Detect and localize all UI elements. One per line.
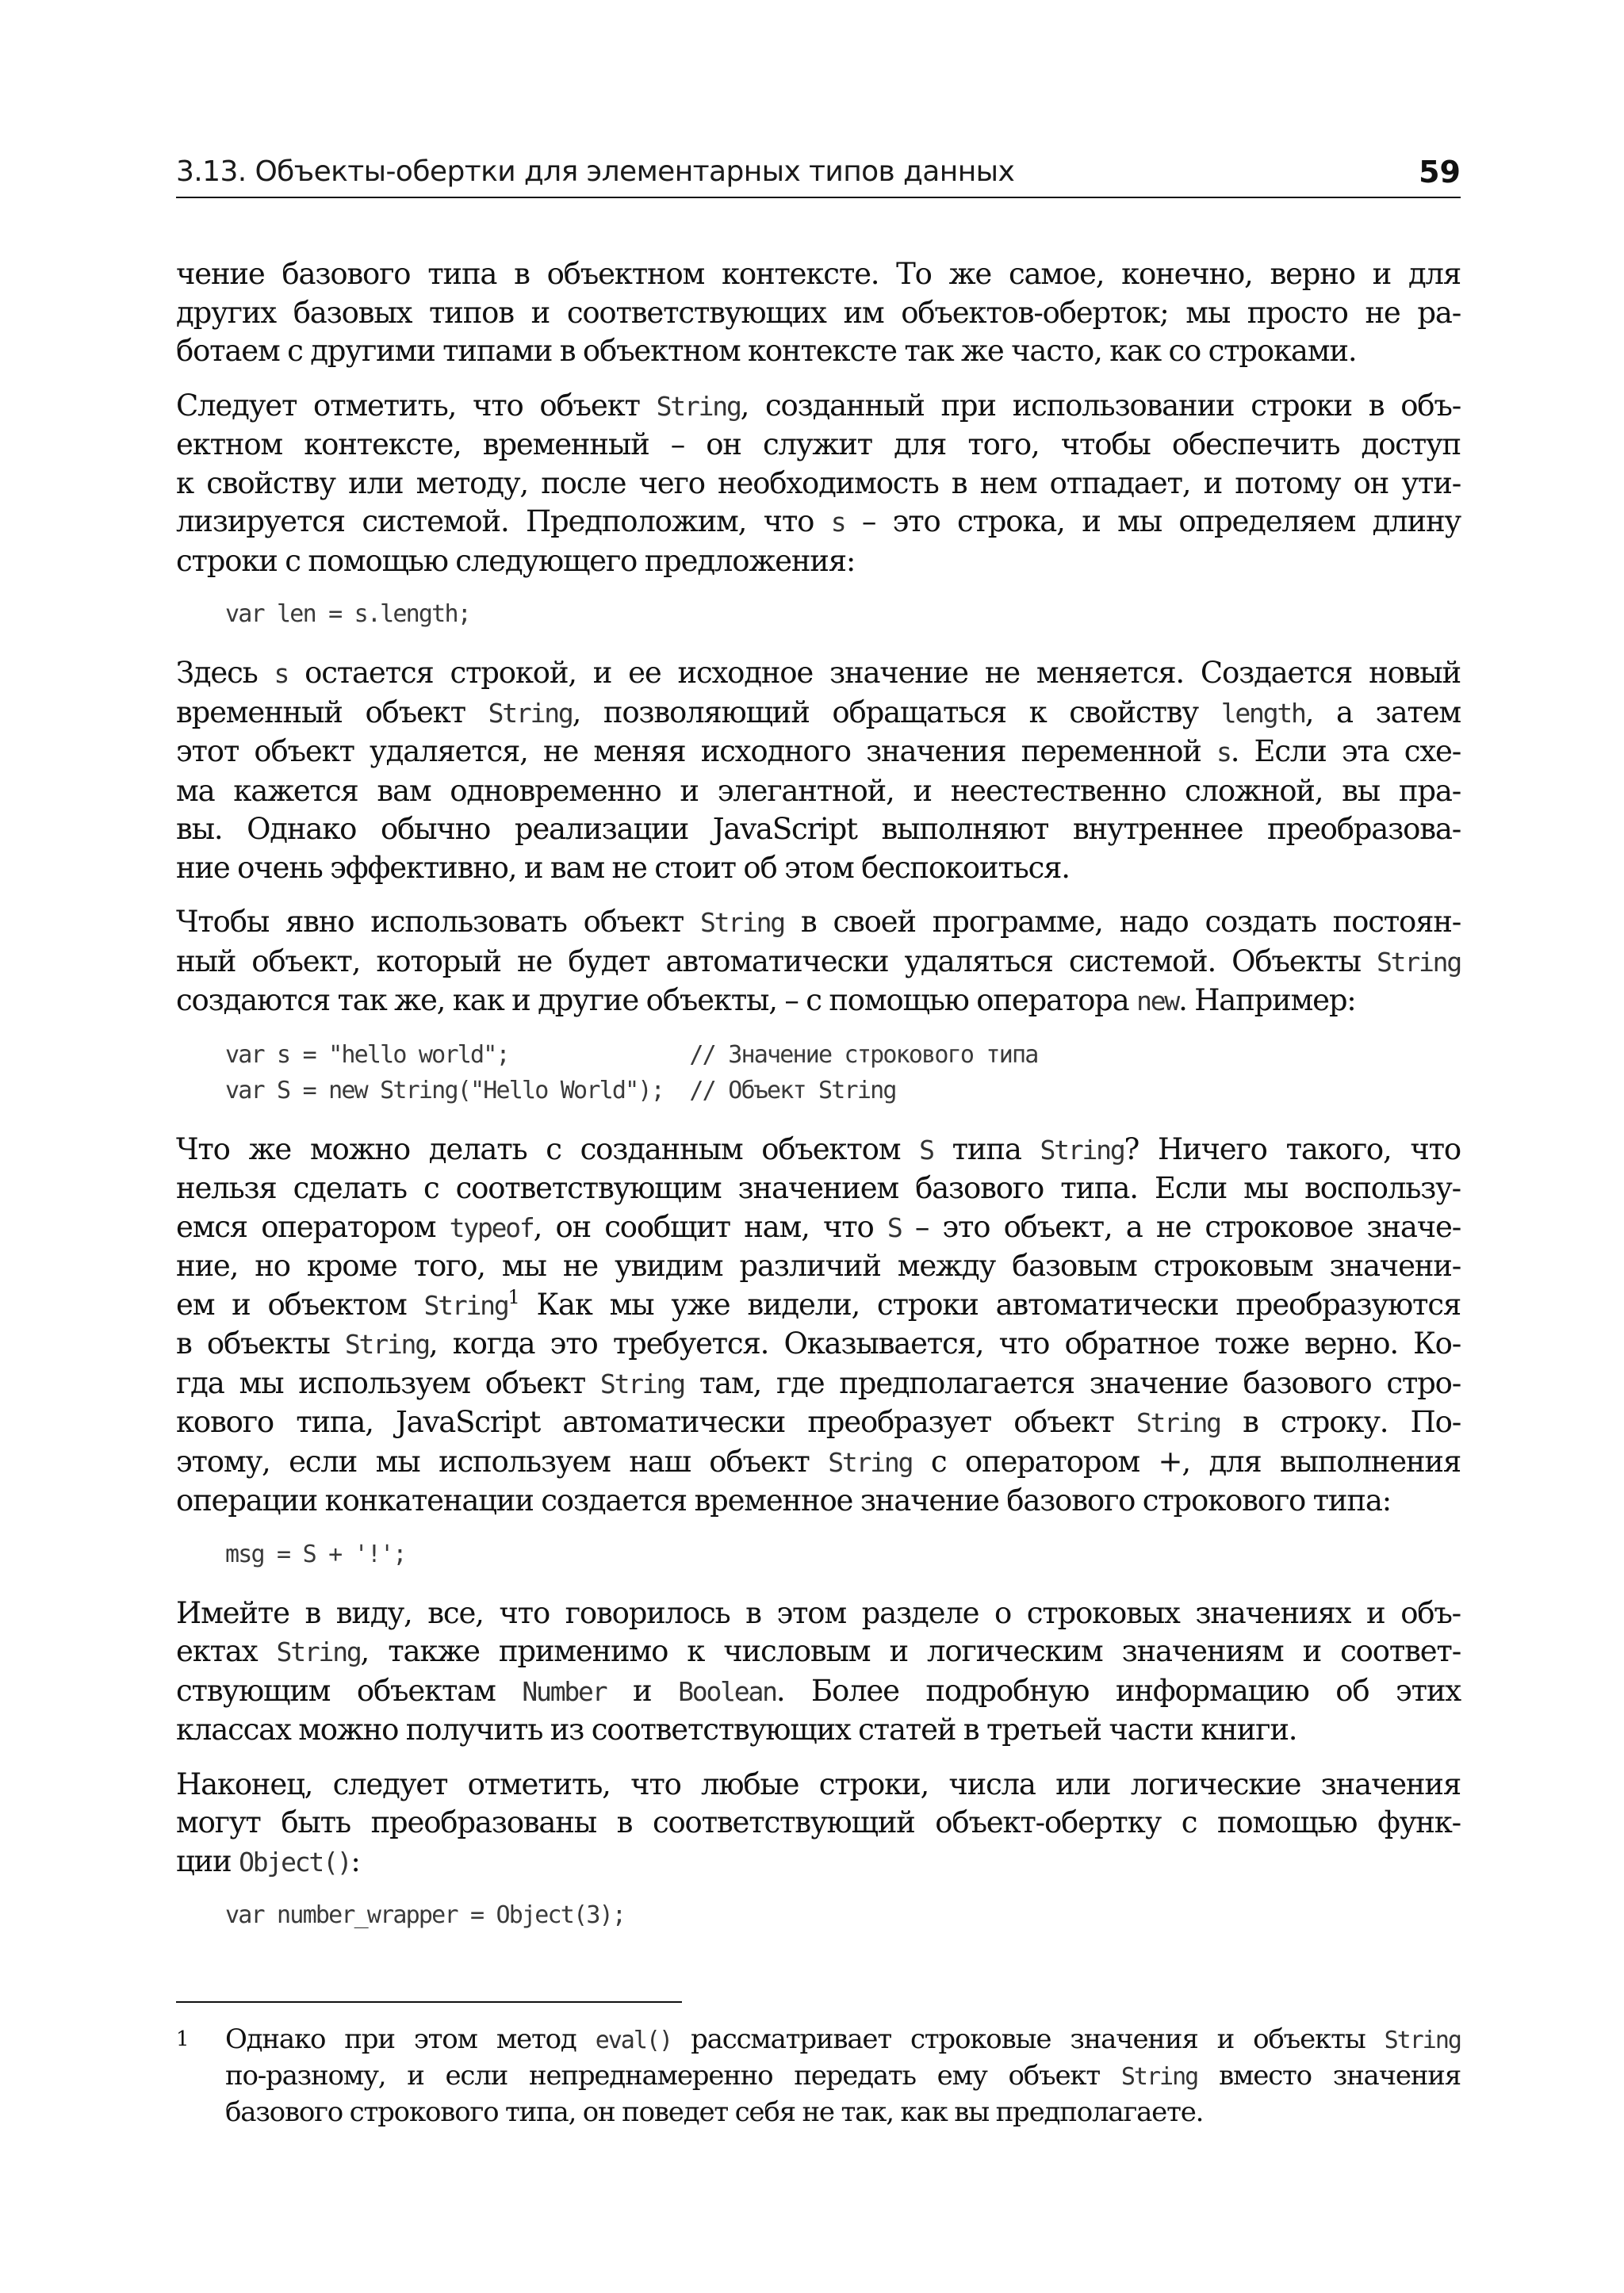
inline-code: eval() — [595, 2027, 672, 2054]
text-line: Здесь s остается строкой, и ее исходное значение не меняется. Создается новый — [176, 656, 1461, 690]
inline-code: s — [830, 507, 845, 538]
text-line: в объекты String, когда это требуется. Оказывается, что обратное тоже верно. Ко- — [176, 1326, 1461, 1361]
running-title: 3.13. Объекты-обертки для элементарных типов данных — [176, 155, 1015, 188]
code-listing-4 — [225, 1897, 1461, 1933]
text-line: этот объект удаляется, не меняя исходного значения переменной s. Если эта схе- — [176, 734, 1461, 768]
paragraph-2 — [176, 387, 1461, 581]
text-line: базового строкового типа, он поведет себя не так, как вы предполагаете. — [225, 2096, 1204, 2128]
text-line: ции Object(): — [176, 1843, 360, 1878]
inline-code: S — [919, 1134, 933, 1166]
inline-code: String — [828, 1446, 913, 1478]
inline-code: String — [599, 1368, 684, 1399]
footnote-divider — [176, 2001, 682, 2003]
inline-code: String — [699, 907, 784, 938]
text-line: могут быть преобразованы в соответствующий объект-обертку с помощью функ- — [176, 1805, 1461, 1839]
inline-code: String — [344, 1329, 429, 1360]
paragraph-3 — [176, 654, 1461, 887]
inline-code: String — [276, 1636, 361, 1667]
inline-code: String — [1120, 2063, 1198, 2091]
text-line: емся оператором typeof, он сообщит нам, что S – это объект, а не строковое значе- — [176, 1209, 1461, 1244]
text-line: лизируется системой. Предположим, что s – это строка, и мы определяем длину — [176, 504, 1461, 538]
footnote-number: 1 — [176, 2027, 190, 2051]
text-line: ние очень эффективно, и вам не стоит об этом беспокоиться. — [176, 850, 1070, 885]
code-line: var s = "hello world"; // Значение строкового типа — [225, 1040, 1038, 1069]
text-line: ный объект, который не будет автоматически удаляться системой. Объекты String — [176, 944, 1461, 978]
text-line: ботаем с другими типами в объектном контексте так же часто, как со строками. — [176, 334, 1357, 368]
text-line: ектном контексте, временный – он служит для того, чтобы обеспечить доступ — [176, 427, 1461, 461]
text-line: строки с помощью следующего предложения: — [176, 543, 856, 578]
text-line: Чтобы явно использовать объект String в своей программе, надо создать постоян- — [176, 905, 1461, 939]
paragraph-6 — [176, 1594, 1461, 1750]
inline-code: new — [1136, 986, 1179, 1016]
inline-code: String — [1136, 1407, 1220, 1438]
text-line: кового типа, JavaScript автоматически преобразует объект String в строку. По- — [176, 1405, 1461, 1439]
text-line: временный объект String, позволяющий обращаться к свойству length, а затем — [176, 695, 1461, 729]
inline-code: Boolean — [678, 1675, 776, 1707]
main-text — [176, 255, 1461, 1955]
text-line: операции конкатенации создается временное значение базового строкового типа: — [176, 1483, 1391, 1518]
inline-code: String — [1040, 1134, 1124, 1166]
text-line: гда мы используем объект String там, где предполагается значение базового стро- — [176, 1365, 1461, 1400]
text-line: нельзя сделать с соответствующим значением базового типа. Если мы воспользу- — [176, 1171, 1461, 1205]
running-header — [176, 147, 1461, 198]
code-line: var number_wrapper = Object(3); — [225, 1901, 626, 1929]
paragraph-5 — [176, 1131, 1461, 1521]
inline-code: s — [274, 658, 289, 689]
code-listing-2 — [225, 1037, 1461, 1108]
text-line: чение базового типа в объектном контексте. То же самое, конечно, верно и для — [176, 257, 1461, 291]
inline-code: Number — [522, 1675, 607, 1707]
text-line: к свойству или методу, после чего необходимость в нем отпадает, и потому он ути- — [176, 465, 1461, 500]
text-line: ствующим объектам Number и Boolean. Более подробную информацию об этих — [176, 1673, 1461, 1708]
inline-code: length — [1220, 697, 1305, 729]
text-line: Однако при этом метод eval() рассматривает строковые значения и объекты String — [225, 2023, 1461, 2055]
text-line: ние, но кроме того, мы не увидим различий между базовым строковым значени- — [176, 1249, 1461, 1283]
code-line: msg = S + '!'; — [225, 1540, 406, 1568]
inline-code: String — [1384, 2027, 1461, 2054]
paragraph-1 — [176, 255, 1461, 371]
text-line: Имейте в виду, все, что говорилось в этом разделе о строковых значениях и объ- — [176, 1595, 1461, 1630]
code-line: var len = s.length; — [225, 600, 470, 628]
inline-code: Object() — [239, 1846, 351, 1878]
footnote-reference[interactable]: 1 — [508, 1285, 519, 1308]
text-line: Наконец, следует отметить, что любые строки, числа или логические значения — [176, 1767, 1461, 1801]
inline-code: String — [488, 697, 573, 729]
text-line: вы. Однако обычно реализации JavaScript выполняют внутреннее преобразова- — [176, 812, 1461, 846]
paragraph-4 — [176, 903, 1461, 1021]
text-line: ектах String, также применимо к числовым и логическим значениям и соответ- — [176, 1634, 1461, 1668]
inline-code: S — [887, 1212, 902, 1243]
text-line: Следует отметить, что объект String, созданный при использовании строки в объ- — [176, 388, 1461, 423]
code-listing-1 — [225, 596, 1461, 632]
paragraph-7 — [176, 1766, 1461, 1882]
text-line: классах можно получить из соответствующих статей в третьей части книги. — [176, 1713, 1297, 1747]
page-number: 59 — [1419, 155, 1461, 189]
text-line: Что же можно делать с созданным объектом S типа String? Ничего такого, что — [176, 1131, 1461, 1166]
text-line: этому, если мы используем наш объект String с оператором +, для выполнения — [176, 1444, 1461, 1479]
inline-code: String — [656, 390, 741, 422]
text-line: создаются так же, как и другие объекты, – с помощью оператора new. Например: — [176, 983, 1356, 1017]
inline-code: s — [1216, 737, 1231, 768]
inline-code: String — [423, 1289, 508, 1321]
text-line: других базовых типов и соответствующих им объектов-оберток; мы просто не ра- — [176, 295, 1461, 330]
inline-code: typeof — [449, 1212, 534, 1243]
inline-code: String — [1376, 946, 1461, 978]
text-line: по-разному, и если непреднамеренно передать ему объект String вместо значения — [225, 2060, 1461, 2092]
text-line: ем и объектом String$^1$ Как мы уже видели, строки автоматически преобразуются — [176, 1285, 1461, 1322]
code-listing-3 — [225, 1537, 1461, 1572]
footnote-text — [225, 2022, 1461, 2130]
text-line: ма кажется вам одновременно и элегантной, и неестественно сложной, вы пра- — [176, 773, 1461, 808]
code-line: var S = new String("Hello World"); // Объект String — [225, 1076, 896, 1104]
